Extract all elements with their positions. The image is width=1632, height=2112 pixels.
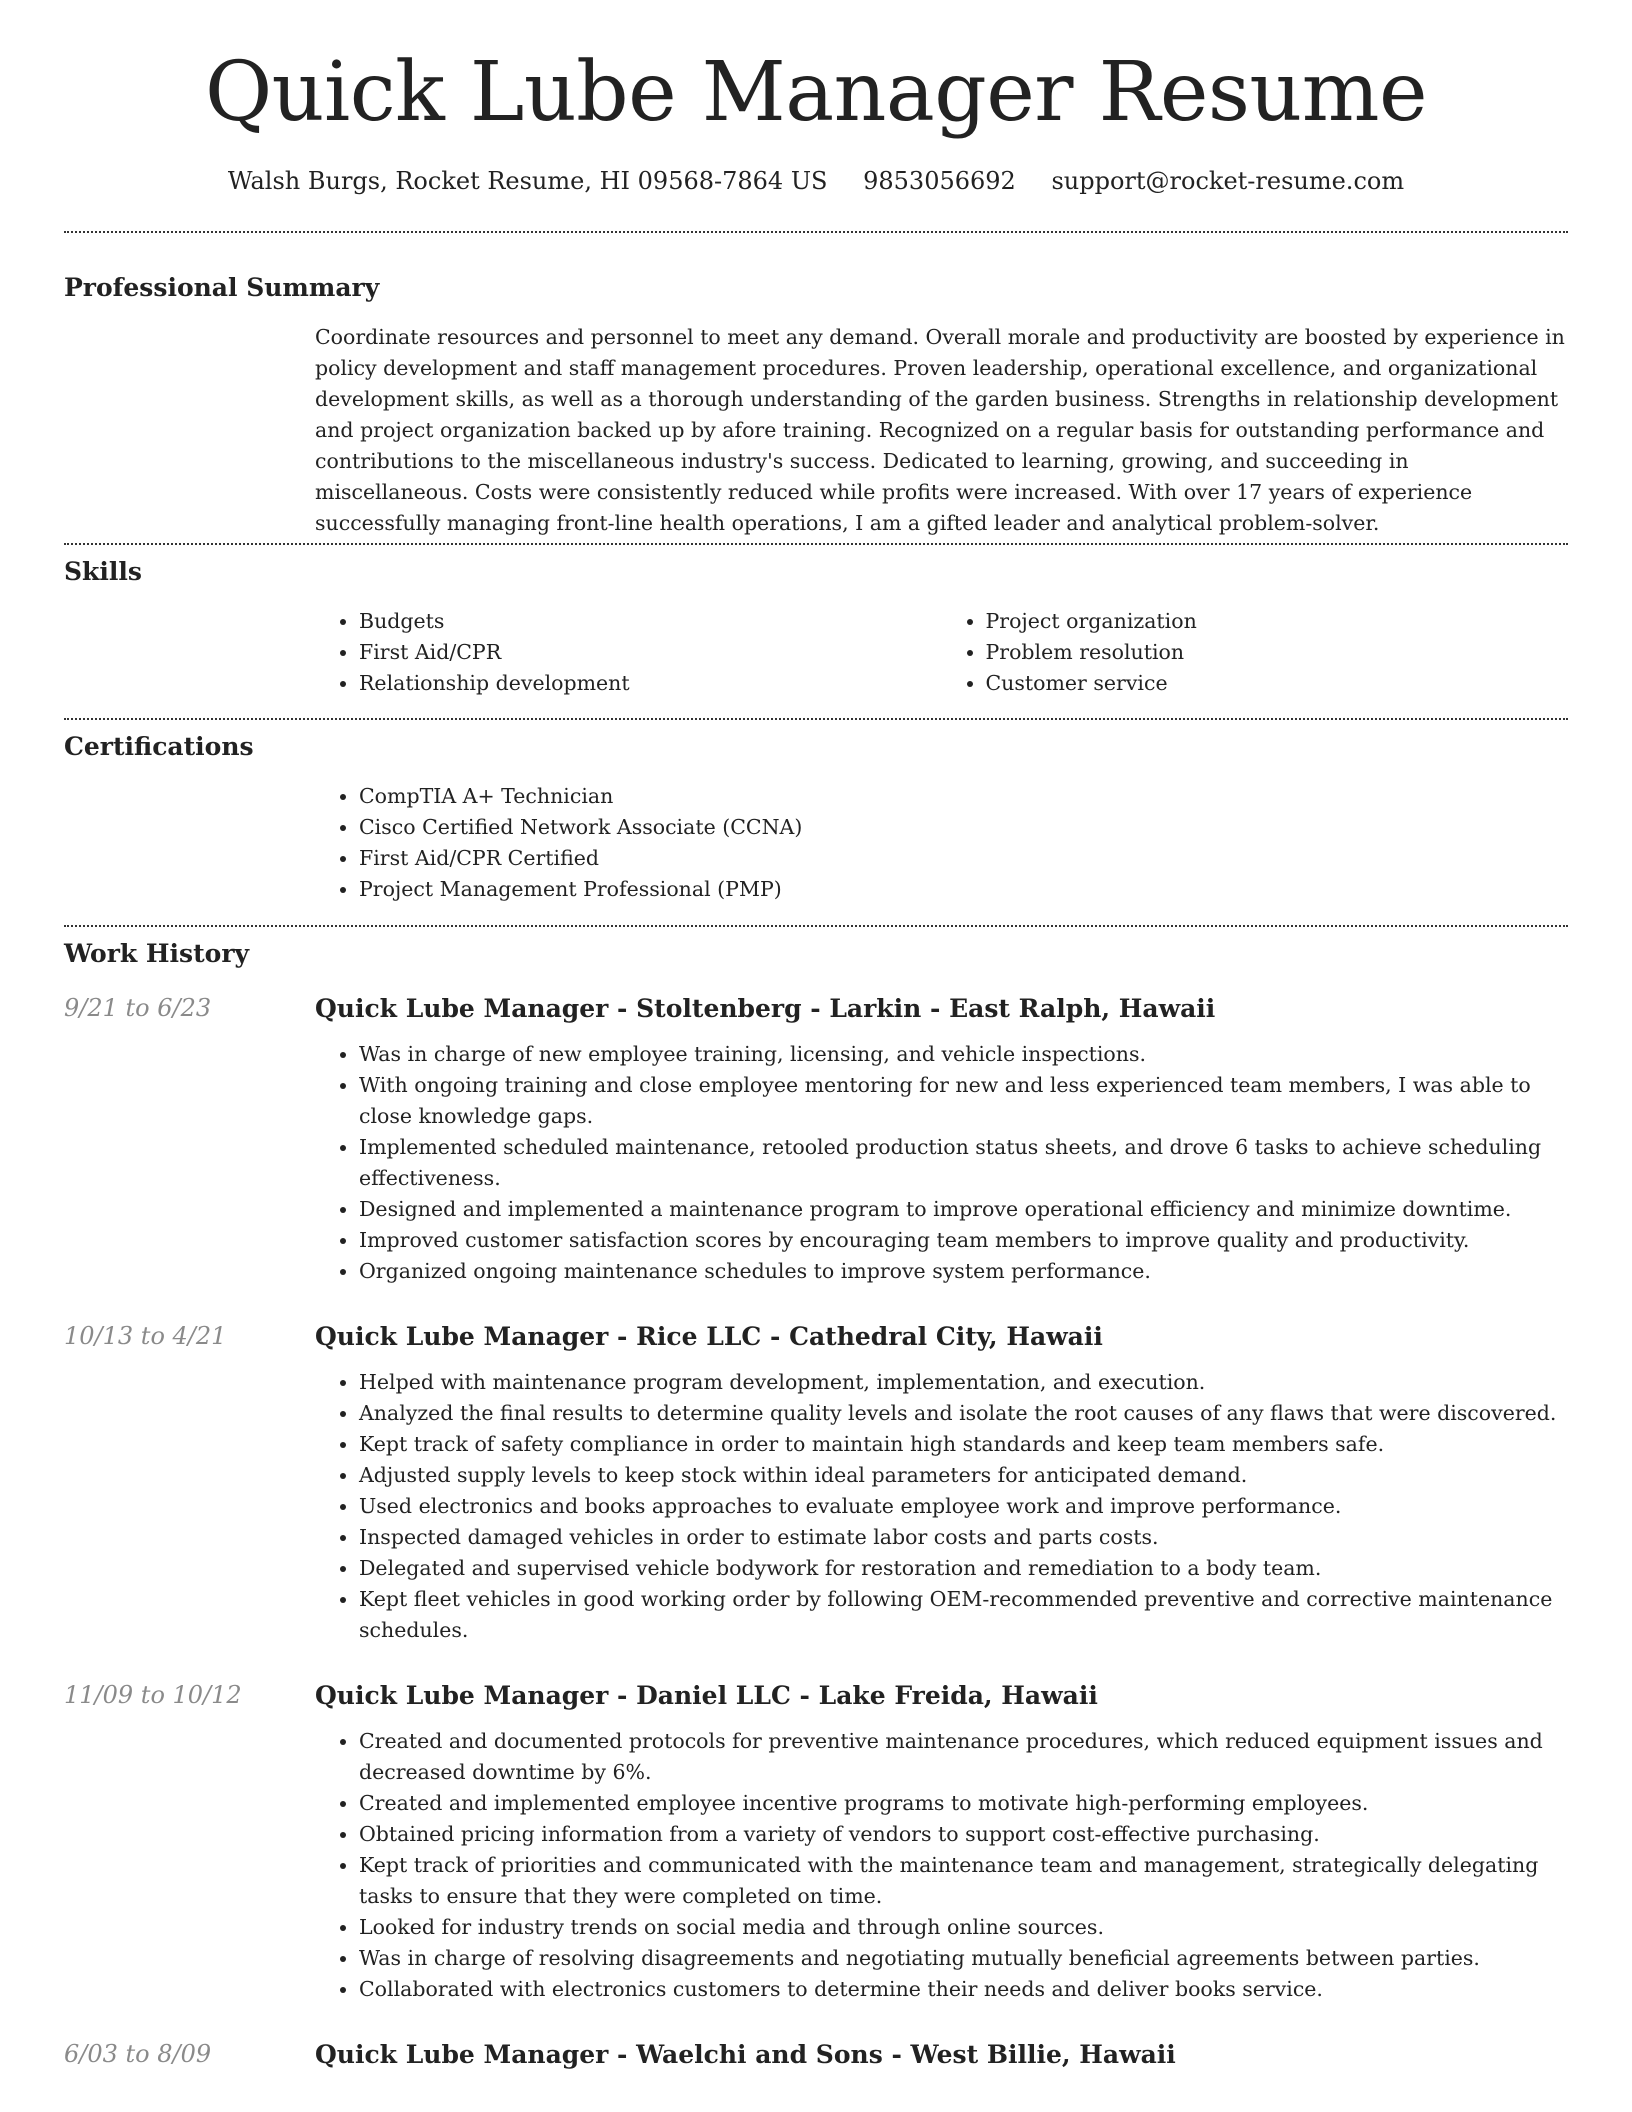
work-history-section xyxy=(64,939,1568,2085)
list-item: • Designed and implemented a maintenance program to improve operational efficiency and minimize downtime. xyxy=(359,1194,1568,1225)
contact-address: Walsh Burgs, Rocket Resume, HI 09568-7864 US xyxy=(227,167,828,195)
list-item: • Implemented scheduled maintenance, retooled production status sheets, and drove 6 tasks to achieve scheduling effectiveness. xyxy=(359,1132,1568,1194)
job-dates: 11/09 to 10/12 xyxy=(64,1681,242,1709)
divider xyxy=(64,543,1568,545)
certifications-list xyxy=(315,781,1568,905)
job-dates: 10/13 to 4/21 xyxy=(64,1322,227,1350)
skills-list-right xyxy=(942,606,1569,699)
list-item: • Inspected damaged vehicles in order to estimate labor costs and parts costs. xyxy=(359,1522,1568,1553)
summary-section xyxy=(64,273,1568,539)
list-item: • Obtained pricing information from a variety of vendors to support cost-effective purchasing. xyxy=(359,1819,1568,1850)
skills-section xyxy=(64,557,1568,699)
certifications-heading: Certifications xyxy=(64,732,254,761)
certifications-body xyxy=(315,781,1568,905)
skills-heading: Skills xyxy=(64,557,142,586)
list-item: • Cisco Certified Network Associate (CCNA) xyxy=(359,812,1568,843)
list-item: • Created and documented protocols for preventive maintenance procedures, which reduced equipment issues and decreased downtime by 6%. xyxy=(359,1726,1568,1788)
certifications-section xyxy=(64,732,1568,905)
divider xyxy=(64,231,1568,233)
job-details xyxy=(315,993,1568,1287)
job-title: Quick Lube Manager - Rice LLC - Cathedral City, Hawaii xyxy=(315,1322,1103,1351)
resume-name: Quick Lube Manager Resume xyxy=(204,45,1428,140)
summary-heading: Professional Summary xyxy=(64,273,380,302)
list-item: • Relationship development xyxy=(359,668,942,699)
list-item: • Analyzed the final results to determine quality levels and isolate the root causes of any flaws that were discovered. xyxy=(359,1398,1568,1429)
summary-body xyxy=(315,322,1568,539)
list-item: • Problem resolution xyxy=(986,637,1569,668)
list-item: • Looked for industry trends on social media and through online sources. xyxy=(359,1912,1568,1943)
divider xyxy=(64,718,1568,720)
list-item: • Created and implemented employee incentive programs to motivate high-performing employees. xyxy=(359,1788,1568,1819)
job-title: Quick Lube Manager - Daniel LLC - Lake Freida, Hawaii xyxy=(315,1681,1098,1710)
list-item: • Kept fleet vehicles in good working order by following OEM-recommended preventive and corrective maintenance schedules. xyxy=(359,1584,1568,1646)
skills-list-left xyxy=(315,606,942,699)
contact-line xyxy=(0,167,1632,195)
job-entry xyxy=(64,1680,1568,2005)
job-entry xyxy=(64,993,1568,1287)
divider xyxy=(64,925,1568,927)
job-details xyxy=(315,1680,1568,2005)
job-title: Quick Lube Manager - Waelchi and Sons - West Billie, Hawaii xyxy=(315,2040,1176,2069)
list-item: • Project Management Professional (PMP) xyxy=(359,874,1568,905)
job-details xyxy=(315,2039,1568,2085)
job-dates: 6/03 to 8/09 xyxy=(64,2040,212,2068)
job-title: Quick Lube Manager - Stoltenberg - Larkin - East Ralph, Hawaii xyxy=(315,994,1216,1023)
list-item: • First Aid/CPR Certified xyxy=(359,843,1568,874)
list-item: • Was in charge of resolving disagreements and negotiating mutually beneficial agreements between parties. xyxy=(359,1943,1568,1974)
summary-text: Coordinate resources and personnel to meet any demand. Overall morale and productivity are boosted by experience in policy development and staff management procedures. Proven leadership, operational excellence, and organizational development skills, as well as a thorough understanding of the garden business. Strengths in relationship development and project organization backed up by afore training. Recognized on a regular basis for outstanding performance and contributions to the miscellaneous industry's success. Dedicated to learning, growing, and succeeding in miscellaneous. Costs were consistently reduced while profits were increased. With over 17 years of experience successfully managing front-line health operations, I am a gifted leader and analytical problem-solver. xyxy=(315,325,1565,535)
list-item: • Improved customer satisfaction scores by encouraging team members to improve quality and productivity. xyxy=(359,1225,1568,1256)
job-entry xyxy=(64,1321,1568,1646)
job-bullets xyxy=(315,1039,1568,1287)
list-item: • CompTIA A+ Technician xyxy=(359,781,1568,812)
job-entry xyxy=(64,2039,1568,2085)
job-bullets xyxy=(315,1367,1568,1646)
list-item: • Organized ongoing maintenance schedules to improve system performance. xyxy=(359,1256,1568,1287)
list-item: • First Aid/CPR xyxy=(359,637,942,668)
job-bullets xyxy=(315,1726,1568,2005)
list-item: • Was in charge of new employee training, licensing, and vehicle inspections. xyxy=(359,1039,1568,1070)
list-item: • Kept track of priorities and communicated with the maintenance team and management, strategically delegating tasks to ensure that they were completed on time. xyxy=(359,1850,1568,1912)
list-item: • Delegated and supervised vehicle bodywork for restoration and remediation to a body team. xyxy=(359,1553,1568,1584)
contact-phone: 9853056692 xyxy=(863,167,1016,195)
list-item: • With ongoing training and close employee mentoring for new and less experienced team members, I was able to close knowledge gaps. xyxy=(359,1070,1568,1132)
job-dates: 9/21 to 6/23 xyxy=(64,994,212,1022)
skills-grid xyxy=(315,606,1568,699)
list-item: • Project organization xyxy=(986,606,1569,637)
list-item: • Helped with maintenance program development, implementation, and execution. xyxy=(359,1367,1568,1398)
list-item: • Customer service xyxy=(986,668,1569,699)
list-item: • Used electronics and books approaches to evaluate employee work and improve performance. xyxy=(359,1491,1568,1522)
list-item: • Adjusted supply levels to keep stock within ideal parameters for anticipated demand. xyxy=(359,1460,1568,1491)
list-item: • Kept track of safety compliance in order to maintain high standards and keep team members safe. xyxy=(359,1429,1568,1460)
list-item: • Budgets xyxy=(359,606,942,637)
work-history-heading: Work History xyxy=(64,939,250,968)
list-item: • Collaborated with electronics customers to determine their needs and deliver books service. xyxy=(359,1974,1568,2005)
job-details xyxy=(315,1321,1568,1646)
contact-email: support@rocket-resume.com xyxy=(1051,167,1405,195)
